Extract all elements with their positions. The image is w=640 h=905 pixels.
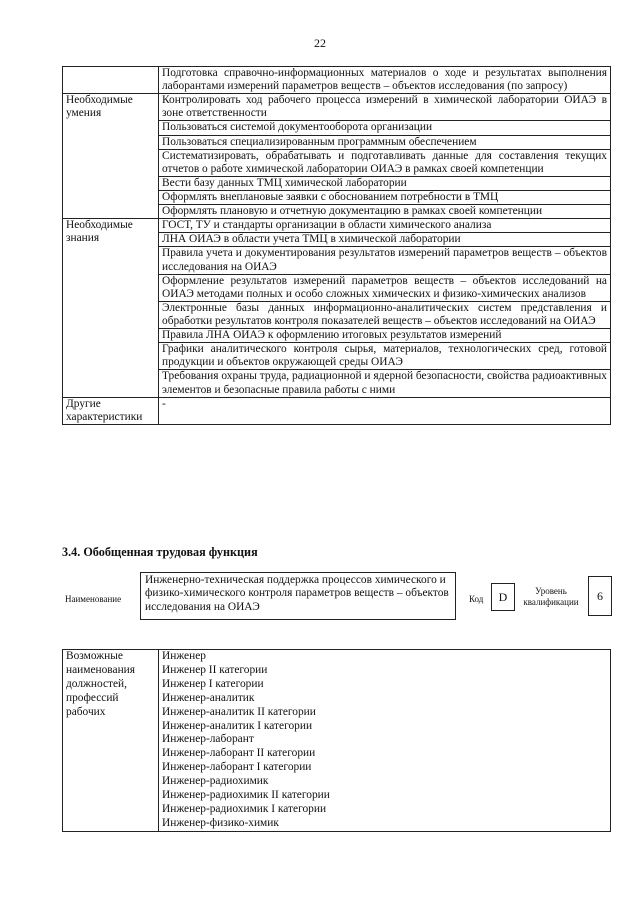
knowledge-item: Правила учета и документирования результатов измерений параметров веществ – объектов исследования на ОИАЭ (159, 247, 611, 274)
labor-function-table (62, 66, 611, 425)
skill-item: Оформлять плановую и отчетную документацию в рамках своей компетенции (159, 205, 611, 219)
section-title: 3.4. Обобщенная трудовая функция (62, 545, 258, 559)
position-item: Инженер-лаборант I категории (162, 761, 312, 774)
position-item: Инженер-лаборант (162, 733, 254, 746)
skill-item: Пользоваться специализированным программным обеспечением (159, 135, 611, 149)
knowledge-item: Правила ЛНА ОИАЭ к оформлению итоговых результатов измерений (159, 329, 611, 343)
knowledge-item: Оформление результатов измерений параметров веществ – объектов исследований на ОИАЭ методами полных и особо сложных химических и физико-химических анализов (159, 274, 611, 301)
position-item: Инженер-радиохимик II категории (162, 789, 330, 802)
table-row (63, 219, 611, 233)
position-item: Инженер I категории (162, 677, 264, 690)
name-value-box: Инженерно-техническая поддержка процессов химического и физико-химического контроля параметров веществ – объектов исследования на ОИАЭ (140, 572, 456, 620)
level-label: Уровень квалификации (523, 586, 579, 608)
position-item: Инженер-аналитик I категории (162, 719, 313, 732)
skill-item: Вести базу данных ТМЦ химической лаборатории (159, 176, 611, 190)
knowledge-label: Необходимые знания (63, 219, 159, 397)
table-row (63, 650, 611, 832)
skill-item: Оформлять внеплановые заявки с обоснованием потребности в ТМЦ (159, 190, 611, 204)
table-row (63, 67, 611, 94)
other-label: Другие характеристики (63, 397, 159, 424)
table-row (63, 397, 611, 424)
table-row (63, 94, 611, 121)
code-label: Код (469, 594, 484, 604)
position-item: Инженер (162, 650, 206, 662)
knowledge-item: Требования охраны труда, радиационной и ядерной безопасности, свойства радиоактивных элементов и безопасные правила работы с ними (159, 370, 611, 397)
knowledge-item: Электронные базы данных информационно-аналитических систем представления и обработки результатов контроля показателей веществ – объектов исследований на ОИАЭ (159, 301, 611, 328)
position-item: Инженер-лаборант II категории (162, 747, 316, 760)
other-value: - (159, 397, 611, 424)
level-value-box: 6 (588, 576, 612, 616)
code-value-box: D (491, 583, 515, 611)
skill-item: Пользоваться системой документооборота организации (159, 121, 611, 135)
position-item: Инженер-радиохимик I категории (162, 802, 327, 815)
position-item: Инженер-радиохимик (162, 775, 269, 788)
empty-label-cell (63, 67, 159, 94)
skill-item: Контролировать ход рабочего процесса измерений в химической лаборатории ОИАЭ в зоне ответственности (159, 94, 611, 121)
generalized-function-header (62, 572, 622, 624)
skill-item: Систематизировать, обрабатывать и подготавливать данные для составления текущих отчетов о работе химической лаборатории ОИАЭ в рамках своей компетенции (159, 149, 611, 176)
position-item: Инженер-аналитик (162, 691, 255, 704)
knowledge-item: ЛНА ОИАЭ в области учета ТМЦ в химической лаборатории (159, 233, 611, 247)
position-item: Инженер-физико-химик (162, 816, 279, 829)
positions-table (62, 649, 611, 832)
skills-label: Необходимые умения (63, 94, 159, 219)
position-item: Инженер II категории (162, 663, 268, 676)
knowledge-item: Графики аналитического контроля сырья, материалов, технологических сред, готовой продукции и объектов окружающей среды ОИАЭ (159, 343, 611, 370)
knowledge-item: ГОСТ, ТУ и стандарты организации в области химического анализа (159, 219, 611, 233)
continued-action-cell: Подготовка справочно-информационных материалов о ходе и результатах выполнения лаборантами измерений параметров веществ – объектов исследования (по запросу) (159, 67, 611, 94)
position-item: Инженер-аналитик II категории (162, 705, 316, 718)
positions-list-cell (159, 650, 611, 832)
page-number: 22 (314, 36, 326, 50)
name-label: Наименование (65, 594, 122, 604)
positions-label: Возможные наименования должностей, профессий рабочих (63, 650, 159, 832)
